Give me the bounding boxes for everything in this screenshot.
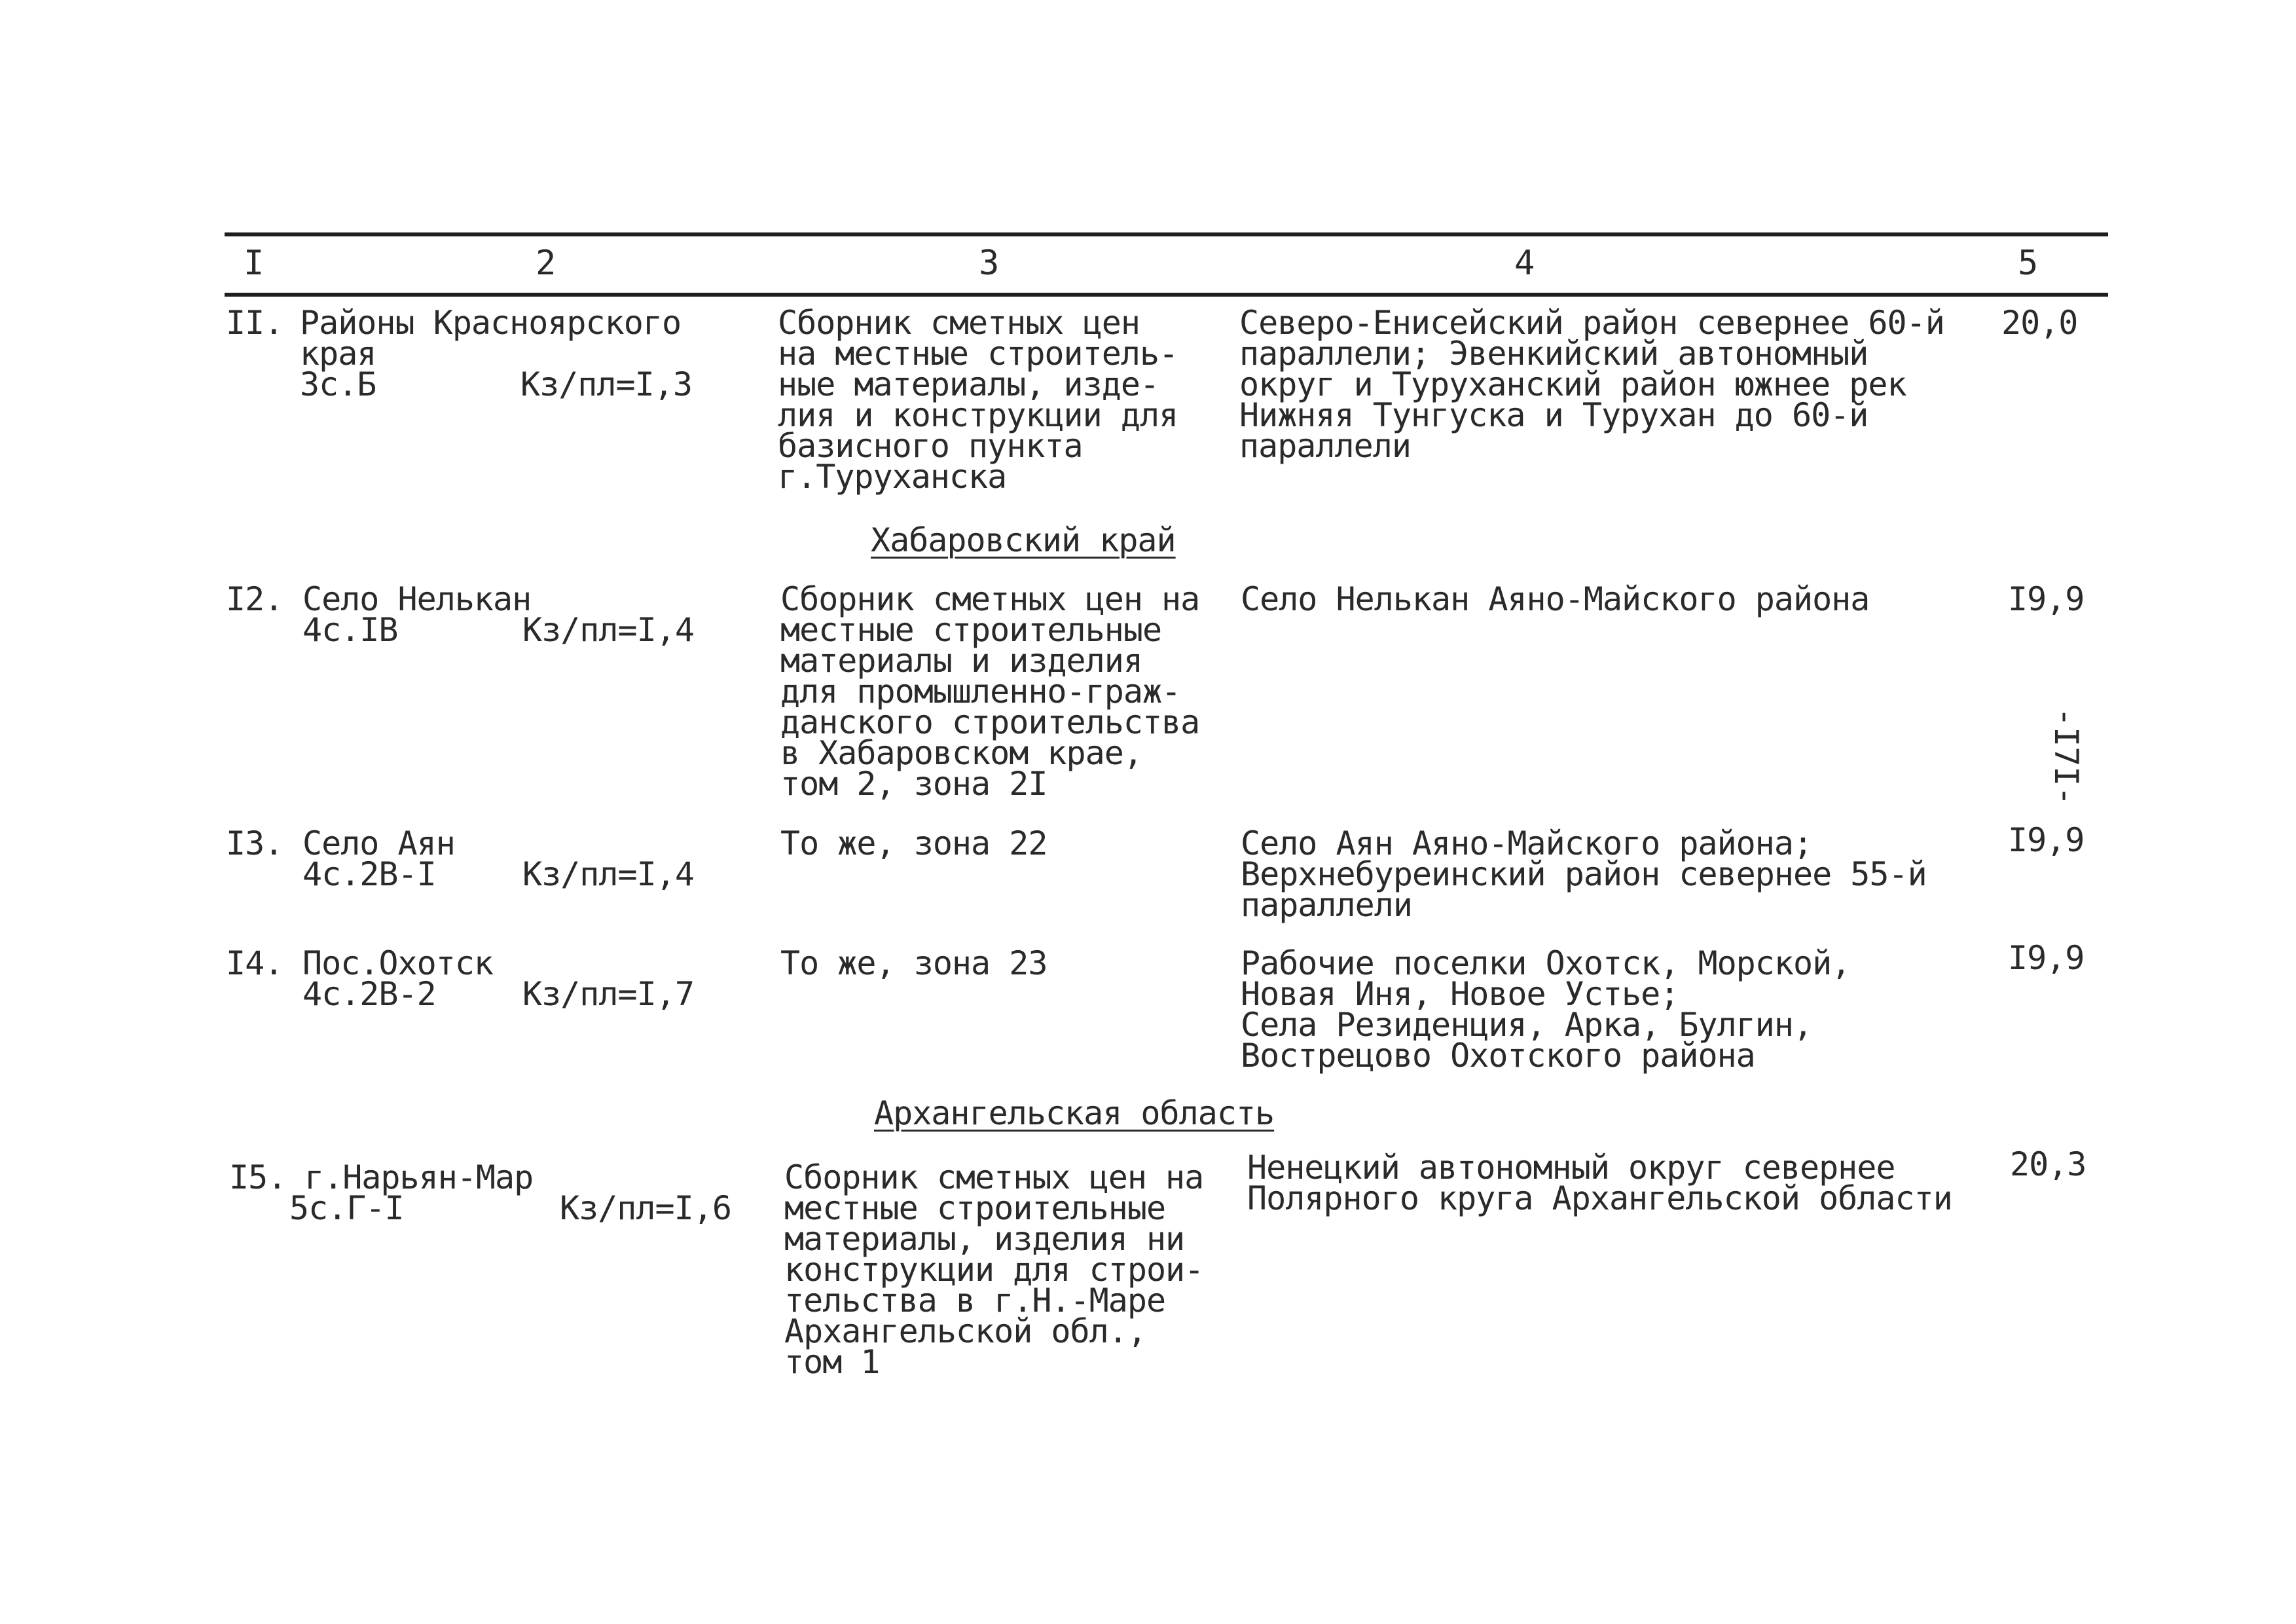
row-11-area-line: Северо-Енисейский район севернее 60-й — [1239, 304, 1944, 342]
row-11-number: II. — [226, 304, 283, 342]
row-15-source-line: местные строительные — [784, 1189, 1166, 1227]
row-14-area-line: Новая Иня, Новое Устье; — [1241, 975, 1679, 1013]
row-11-source-line: лия и конструкции для — [778, 396, 1178, 434]
row-15-source-line: Сборник сметных цен на — [784, 1158, 1204, 1196]
row-14-source-line: То же, зона 23 — [780, 944, 1048, 982]
row-12-area — [1241, 580, 1870, 618]
page-number: -I7I- — [2047, 707, 2085, 806]
row-11-source — [778, 304, 1178, 496]
row-15-place-line: г.Нарьян-Мар — [304, 1158, 534, 1196]
row-11-place-line: Районы Красноярского — [300, 304, 682, 342]
row-14-area-line: Села Резиденция, Арка, Булгин, — [1241, 1006, 1813, 1044]
row-14-area-line: Рабочие поселки Охотск, Морской, — [1241, 944, 1851, 982]
row-11-place-line: края — [300, 335, 376, 373]
row-11-source-line: ные материалы, изде- — [778, 365, 1159, 403]
row-11-area-line: параллели — [1239, 427, 1411, 465]
row-14-value: I9,9 — [2008, 939, 2085, 977]
row-12-source-line: в Хабаровском крае, — [780, 734, 1142, 772]
row-15-area-line: Полярного круга Архангельской области — [1247, 1179, 1952, 1217]
row-13-place-line: Село Аян — [302, 824, 455, 862]
row-11-area-line: Нижняя Тунгуска и Турухан до 60-й — [1239, 396, 1868, 434]
row-11-source-line: Сборник сметных цен — [778, 304, 1140, 342]
row-12-zone: 4с.IВ — [302, 611, 398, 649]
row-13-place — [302, 824, 455, 862]
row-11-coefficient: Кз/пл=I,3 — [520, 365, 692, 403]
row-13-value: I9,9 — [2008, 821, 2085, 859]
row-11-value: 20,0 — [2001, 304, 2078, 342]
row-11-source-line: базисного пункта — [778, 427, 1083, 465]
row-11-area-line: параллели; Эвенкийский автономный — [1239, 335, 1868, 373]
row-12-coefficient: Кз/пл=I,4 — [522, 611, 694, 649]
row-12-place-line: Село Нелькан — [302, 580, 532, 618]
row-14-source — [780, 944, 1048, 982]
row-13-number: I3. — [226, 824, 283, 862]
row-12-source-line: том 2, зона 2I — [780, 765, 1048, 803]
row-15-zone: 5с.Г-I — [289, 1189, 404, 1227]
row-15-source-line: тельства в г.Н.-Маре — [784, 1282, 1166, 1320]
row-15-value: 20,3 — [2010, 1145, 2086, 1183]
row-12-number: I2. — [226, 580, 283, 618]
row-13-source — [780, 824, 1048, 862]
row-13-area — [1241, 824, 1927, 924]
row-12-source-line: для промышленно-граж- — [780, 673, 1181, 710]
row-11-area-line: округ и Туруханский район южнее рек — [1239, 365, 1906, 403]
row-14-coefficient: Кз/пл=I,7 — [522, 975, 694, 1013]
header-col-1: I — [244, 244, 264, 283]
row-13-area-line: параллели — [1241, 886, 1412, 924]
table-header-rule — [225, 293, 2108, 297]
row-15-place — [304, 1158, 534, 1196]
row-14-place — [302, 944, 494, 982]
row-15-coefficient: Кз/пл=I,6 — [560, 1189, 731, 1227]
row-11-source-line: на местные строитель- — [778, 335, 1178, 373]
row-13-area-line: Село Аян Аяно-Майского района; — [1241, 824, 1813, 862]
header-col-4: 4 — [1514, 244, 1535, 283]
row-13-area-line: Верхнебуреинский район севернее 55-й — [1241, 855, 1927, 893]
row-15-source-line: материалы, изделия ни — [784, 1220, 1185, 1258]
row-11-source-line: г.Туруханска — [778, 458, 1007, 496]
row-12-source-line: Сборник сметных цен на — [780, 580, 1200, 618]
row-11-place — [300, 304, 682, 373]
row-12-source-line: данского строительства — [780, 703, 1200, 741]
row-11-zone: 3с.Б — [300, 365, 376, 403]
row-13-source-line: То же, зона 22 — [780, 824, 1048, 862]
row-14-place-line: Пос.Охотск — [302, 944, 494, 982]
row-15-area — [1247, 1149, 1952, 1217]
row-12-place — [302, 580, 532, 618]
section-heading-arkhangelsk: Архангельская область — [874, 1094, 1275, 1132]
row-14-zone: 4с.2В-2 — [302, 975, 436, 1013]
row-12-source — [780, 580, 1200, 803]
table-top-rule — [225, 232, 2108, 236]
section-heading-khabarovsk: Хабаровский край — [871, 521, 1176, 559]
row-14-area-line: Вострецово Охотского района — [1241, 1037, 1755, 1075]
row-14-number: I4. — [226, 944, 283, 982]
header-col-2: 2 — [536, 244, 556, 283]
row-13-zone: 4с.2В-I — [302, 855, 436, 893]
row-12-area-line: Село Нелькан Аяно-Майского района — [1241, 580, 1870, 618]
row-14-area — [1241, 944, 1851, 1075]
row-11-area — [1239, 304, 1944, 465]
header-col-5: 5 — [2018, 244, 2039, 283]
row-15-area-line: Ненецкий автономный округ севернее — [1247, 1149, 1895, 1187]
row-13-coefficient: Кз/пл=I,4 — [522, 855, 694, 893]
row-15-source-line: конструкции для строи- — [784, 1251, 1204, 1289]
row-15-source-line: Архангельской обл., — [784, 1312, 1146, 1350]
row-12-value: I9,9 — [2008, 580, 2085, 618]
row-15-source — [784, 1158, 1204, 1381]
row-12-source-line: местные строительные — [780, 611, 1162, 649]
row-12-source-line: материалы и изделия — [780, 642, 1142, 680]
header-col-3: 3 — [979, 244, 1000, 283]
row-15-source-line: том 1 — [784, 1343, 880, 1381]
row-15-number: I5. — [229, 1158, 287, 1196]
